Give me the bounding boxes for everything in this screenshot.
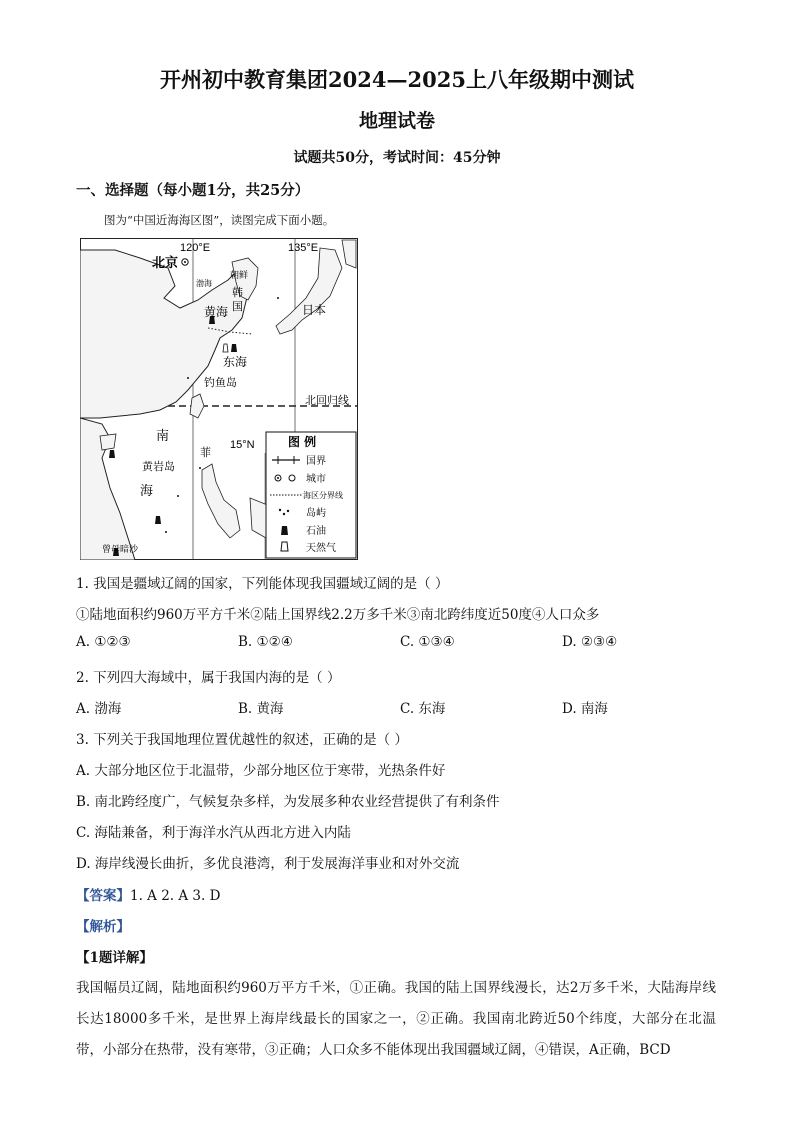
legend-city: 城市 (306, 474, 326, 485)
chaoxian-label: 朝鲜 (230, 271, 249, 281)
q2-option-c[interactable]: C. 东海 (400, 701, 446, 717)
q3-option-c[interactable]: C. 海陆兼备，利于海洋水汽从西北方进入内陆 (76, 825, 351, 841)
exam-title: 开州初中教育集团2024—2025上八年级期中测试 (160, 67, 634, 92)
huanghai-label: 黄海 (204, 305, 229, 319)
legend-border: 国界 (306, 456, 326, 467)
huangyan-label: 黄岩岛 (142, 460, 175, 473)
exam-subtitle: 地理试卷 (358, 110, 435, 132)
answer-label: 【答案】 (76, 888, 130, 904)
q3-stem: 3. 下列关于我国地理位置优越性的叙述，正确的是（ ） (76, 732, 408, 748)
q1-option-a[interactable]: A. ①②③ (76, 634, 131, 650)
lon-135-label: 135°E (288, 242, 319, 254)
map-intro: 图为“中国近海海区图”，读图完成下面小题。 (104, 213, 335, 227)
beijing-label: 北京 (152, 256, 179, 271)
q1-statements: ①陆地面积约960万平方千米②陆上国界线2.2万多千米③南北跨纬度近50度④人口众多 (76, 607, 600, 623)
legend-oil: 石油 (306, 526, 326, 537)
answer-text: 1. A 2. A 3. D (130, 888, 221, 904)
q2-option-b[interactable]: B. 黄海 (238, 701, 284, 717)
exam-info: 试题共50分，考试时间：45分钟 (293, 150, 501, 166)
korea-label-2: 国 (232, 300, 243, 313)
q1-option-b[interactable]: B. ①②④ (238, 634, 293, 650)
q1-option-d[interactable]: D. ②③④ (562, 634, 618, 650)
q3-option-d[interactable]: D. 海岸线漫长曲折，多优良港湾，利于发展海洋事业和对外交流 (76, 856, 460, 872)
detail1-label: 【1题详解】 (76, 950, 153, 966)
analysis-label: 【解析】 (76, 919, 130, 935)
q1-stem: 1. 我国是疆域辽阔的国家，下列能体现我国疆域辽阔的是（ ） (76, 576, 449, 592)
bohai-label: 渤海 (196, 279, 212, 288)
legend-island: 岛屿 (306, 508, 326, 519)
legend-sea-boundary: 海区分界线 (303, 491, 343, 500)
q2-option-a[interactable]: A. 渤海 (76, 701, 122, 717)
q2-stem: 2. 下列四大海域中，属于我国内海的是（ ） (76, 670, 341, 686)
q1-option-c[interactable]: C. ①③④ (400, 634, 455, 650)
japan-label: 日本 (302, 303, 327, 317)
legend-title: 图 例 (288, 435, 317, 449)
q3-option-a[interactable]: A. 大部分地区位于北温带，少部分地区位于寒带，光热条件好 (76, 763, 446, 779)
china-sea-map (80, 238, 358, 560)
philippines-label: 菲 (200, 446, 211, 459)
south-sea-label-2: 海 (140, 484, 154, 499)
diaoyu-label: 钓鱼岛 (204, 376, 237, 389)
lon-120-label: 120°E (180, 242, 211, 254)
tropic-label: 北回归线 (305, 394, 349, 407)
zengmu-label: 曾母暗沙 (102, 545, 139, 555)
detail1-text: 我国幅员辽阔，陆地面积约960万平方千米，①正确。我国的陆上国界线漫长，达2万多千米，大陆海岸线长达18000多千米，是世界上海岸线最长的国家之一，②正确。我国南北跨近50个纬度，大部分在北温带，小部分在热带，没有寒带，③正确；人口众多不能体现出我国疆域辽阔，④错误，A正确，BCD (76, 980, 716, 1058)
lat-15-label: 15°N (230, 439, 255, 451)
q2-option-d[interactable]: D. 南海 (562, 701, 608, 717)
legend-gas: 天然气 (306, 543, 336, 554)
q3-option-b[interactable]: B. 南北跨经度广，气候复杂多样，为发展多种农业经营提供了有利条件 (76, 794, 500, 810)
south-sea-label-1: 南 (156, 429, 170, 444)
answer-row (76, 884, 220, 904)
korea-label-1: 韩 (232, 286, 243, 299)
section-heading: 一、选择题（每小题1分，共25分） (76, 182, 310, 199)
donghai-label: 东海 (223, 355, 248, 369)
map-legend (266, 432, 356, 558)
